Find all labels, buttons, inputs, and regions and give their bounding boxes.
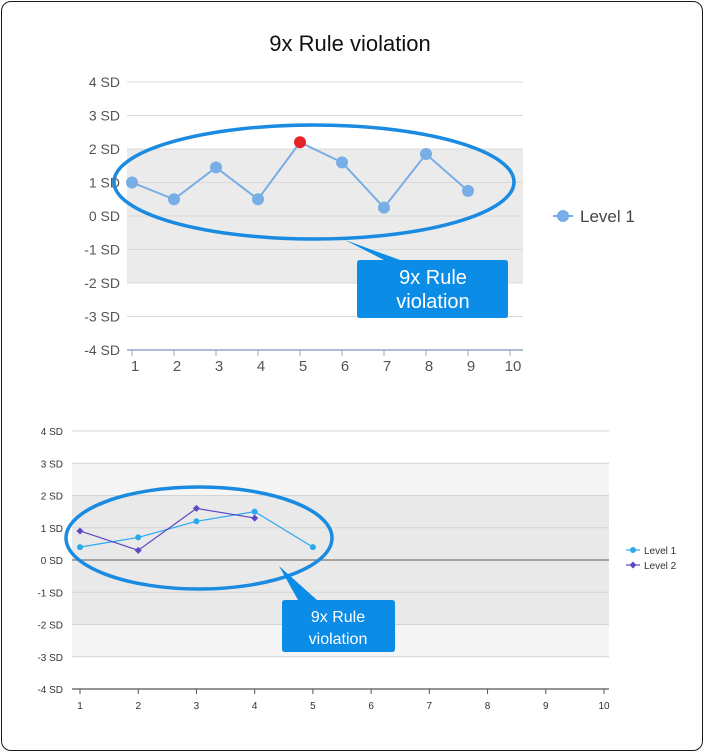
x-tick-label: 8 <box>424 358 434 375</box>
callout-text-line-1: 9x Rule <box>310 609 366 626</box>
x-tick-label: 3 <box>214 358 224 375</box>
data-point <box>462 185 474 197</box>
x-tick-label: 2 <box>135 701 142 712</box>
y-tick-label: 1 SD <box>88 174 120 191</box>
data-point-level-1 <box>135 534 141 540</box>
x-tick-label: 4 <box>256 358 266 375</box>
x-tick-label: 9 <box>542 701 549 712</box>
data-point <box>336 156 348 168</box>
data-point <box>168 193 180 205</box>
data-point-level-1 <box>252 509 258 515</box>
legend-label-level-2: Level 2 <box>644 561 677 572</box>
figure-frame <box>1 1 703 751</box>
legend-marker-level-1 <box>557 210 569 222</box>
y-tick-label: -3 SD <box>37 652 63 664</box>
x-tick-label: 10 <box>598 701 610 712</box>
y-tick-label: 4 SD <box>88 74 120 90</box>
legend-label-level-1: Level 1 <box>644 546 677 557</box>
y-tick-label: 1 SD <box>40 523 63 535</box>
x-tick-label: 7 <box>382 358 392 375</box>
data-point-level-1 <box>77 544 83 550</box>
y-tick-label: 3 SD <box>40 459 63 471</box>
x-tick-label: 3 <box>193 701 200 712</box>
y-tick-label: -4 SD <box>37 685 63 696</box>
data-point <box>252 193 264 205</box>
x-tick-label: 10 <box>504 358 522 375</box>
x-tick-label: 5 <box>310 701 316 712</box>
x-tick-label: 4 <box>251 701 258 712</box>
y-tick-label: 0 SD <box>40 556 63 567</box>
x-tick-label: 2 <box>172 358 182 375</box>
y-tick-label: 4 SD <box>40 427 63 438</box>
x-tick-label: 6 <box>368 701 374 712</box>
callout-text-line-2: violation <box>396 291 470 313</box>
x-tick-label: 7 <box>426 701 433 712</box>
y-tick-label: -3 SD <box>84 308 120 325</box>
y-tick-label: 3 SD <box>88 107 120 124</box>
data-point <box>210 161 222 173</box>
callout-text-line-2: violation <box>308 631 368 648</box>
x-tick-label: 5 <box>298 358 308 375</box>
legend-marker-level-1 <box>630 547 636 553</box>
y-tick-label: -2 SD <box>84 275 120 291</box>
y-tick-label: -4 SD <box>84 342 120 358</box>
data-point-level-1 <box>193 518 199 524</box>
callout-text-line-1: 9x Rule <box>399 267 467 289</box>
data-point <box>378 202 390 214</box>
x-tick-label: 1 <box>130 358 140 375</box>
data-point-level-1 <box>310 544 316 550</box>
x-tick-label: 8 <box>484 701 491 712</box>
y-tick-label: 2 SD <box>88 141 120 157</box>
x-tick-label: 1 <box>77 701 83 712</box>
y-tick-label: -2 SD <box>37 620 63 632</box>
y-tick-label: 0 SD <box>88 208 120 224</box>
chart-title: 9x Rule violation <box>269 31 431 56</box>
y-tick-label: -1 SD <box>37 588 63 600</box>
y-tick-label: -1 SD <box>84 241 120 258</box>
chart-canvas <box>2 2 702 750</box>
data-point <box>420 148 432 160</box>
legend-label-level-1: Level 1 <box>580 207 635 226</box>
data-point <box>126 177 138 189</box>
x-tick-label: 6 <box>340 358 350 375</box>
violation-point <box>294 136 306 148</box>
y-tick-label: 2 SD <box>40 491 63 503</box>
x-tick-label: 9 <box>466 358 476 375</box>
legend-marker-level-2 <box>630 562 637 569</box>
